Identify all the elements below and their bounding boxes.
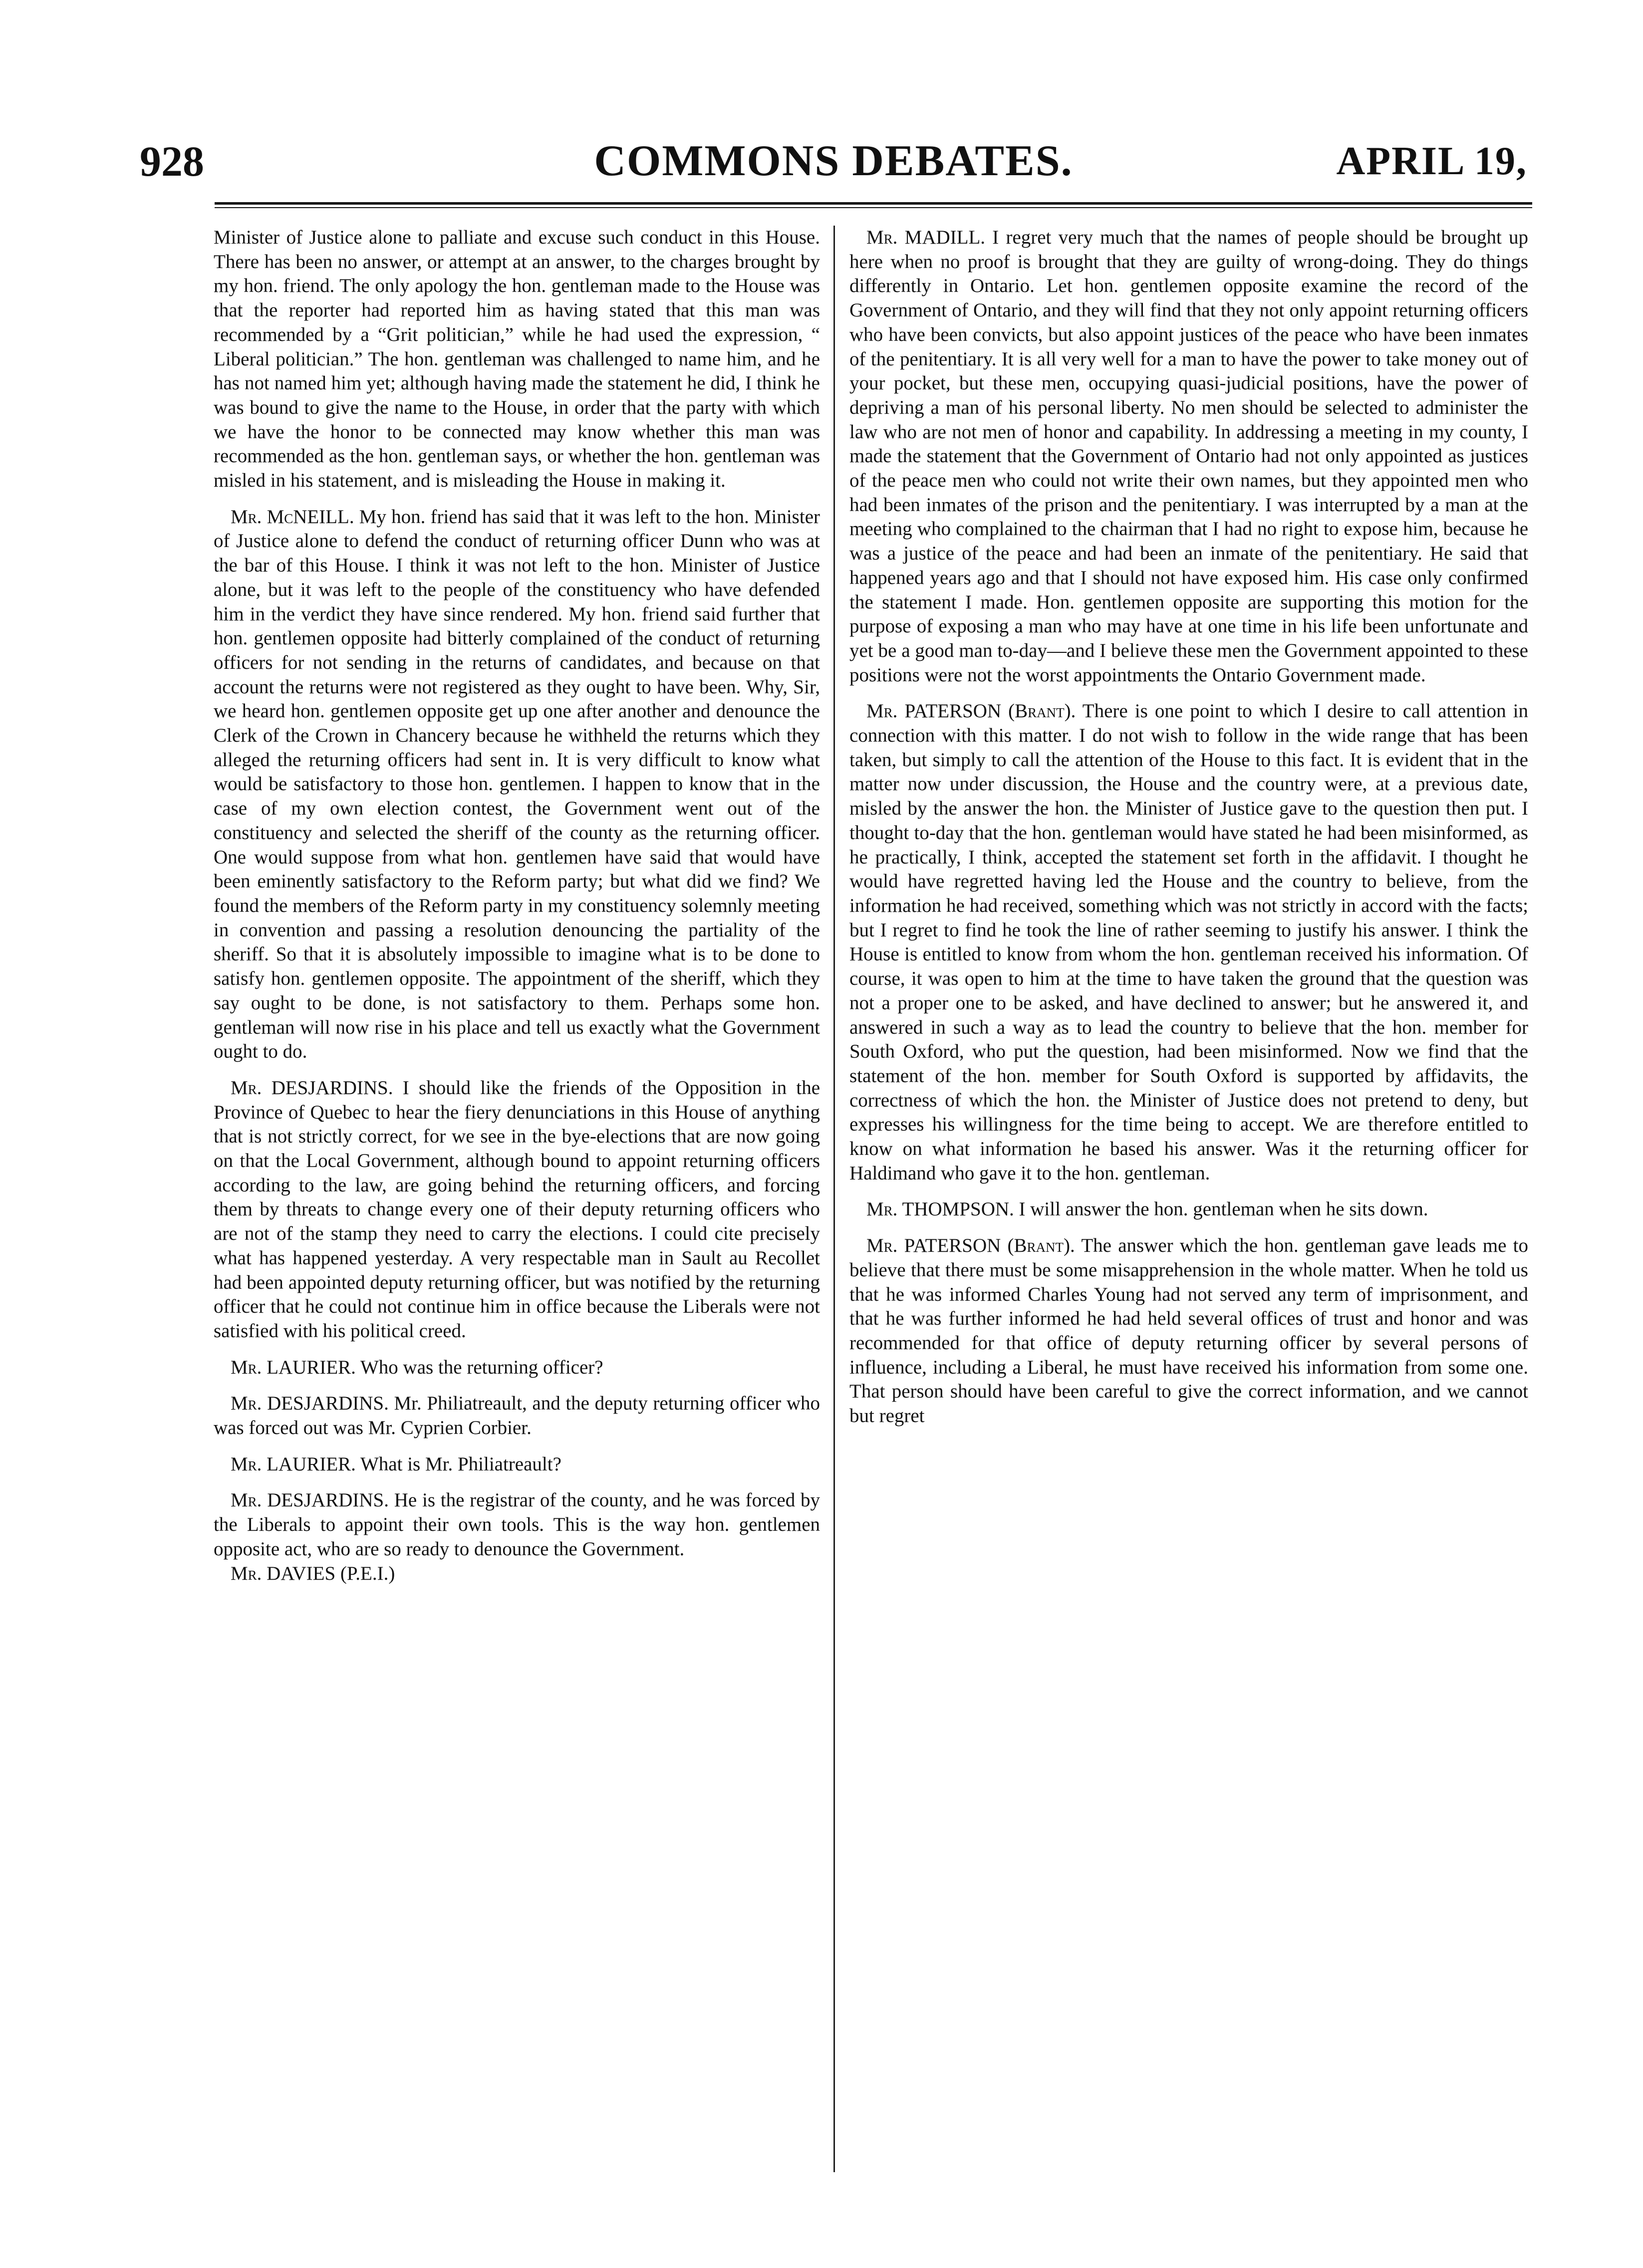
left-column	[214, 226, 820, 2212]
paragraph	[214, 226, 820, 493]
speech-text: I should like the friends of the Opposition in the Province of Quebec to hear the fiery denunciations in this House of anything that is not strictly correct, for we see in the bye-elections that are now going on that the Local Government, although bound to appoint returning officers according to the law, are going behind the returning officers, and forcing them by threats to change every one of their deputy returning officers who are not of the stamp they need to carry the elections. I could cite precisely what has happened yesterday. A very respectable man in Sault au Recollet had been appointed deputy returning officer, but was notified by the returning officer that he could not continue him in office because the Liberals were not satisfied with his political creed.	[214, 1077, 820, 1342]
issue-date: APRIL 19,	[1336, 139, 1527, 183]
header-rule-thin	[215, 207, 1532, 208]
paragraph	[214, 1076, 820, 1344]
speaker-name: Mr. DESJARDINS.	[231, 1077, 393, 1099]
header-rule-thick	[215, 202, 1532, 205]
speech-text: What is Mr. Philiatreault?	[360, 1453, 561, 1475]
speech-text: I will answer the hon. gentleman when he sits down.	[1019, 1198, 1428, 1220]
speaker-name: Mr. MADILL.	[866, 227, 986, 248]
paragraph	[214, 1392, 820, 1440]
page-number: 928	[140, 137, 204, 185]
page-header	[140, 134, 1527, 189]
publication-title: COMMONS DEBATES.	[594, 137, 1073, 185]
speaker-name: Mr. LAURIER.	[231, 1453, 356, 1475]
paragraph	[849, 226, 1528, 687]
speaker-name: Mr. DESJARDINS.	[231, 1489, 389, 1511]
paragraph	[214, 1356, 820, 1380]
paragraph	[214, 505, 820, 1064]
paragraph	[849, 1197, 1528, 1222]
paragraph	[849, 699, 1528, 1185]
column-divider	[833, 226, 835, 2172]
speech-text: The answer which the hon. gentleman gave leads me to believe that there must be some misapprehension in the whole matter. When he told us that he was informed Charles Young had not served any term of imprisonment, and that he was further informed he had held several offices of trust and honor and was recommended for that office of deputy returning officer by several persons of influence, including a Liberal, he must have received his information from some one. That person should have been careful to give the correct information, and we cannot but regret	[849, 1235, 1528, 1427]
speaker-name: Mr. THOMPSON.	[866, 1198, 1014, 1220]
speaker-name: Mr. PATERSON (Brant).	[866, 700, 1076, 722]
right-column	[849, 226, 1528, 2212]
trailing-speaker: Mr. DAVIES (P.E.I.)	[231, 1562, 395, 1584]
speech-text: Minister of Justice alone to palliate and excuse such conduct in this House. There has been no answer, or attempt at an answer, to the charges brought by my hon. friend. The only apology the hon. gentleman made to the House was that the reporter had reported him as having stated that this man was recommended by a “Grit politician,” while he had used the expression, “ Liberal politician.” The hon. gentleman was challenged to name him, and he has not named him yet; although having made the statement he did, I think he was bound to give the name to the House, in order that the party with which we have the honor to be connected may know whether this man was recommended as the hon. gentleman says, or whether the hon. gentleman was misled in his statement, and is misleading the House in making it.	[214, 227, 820, 492]
speech-text: There is one point to which I desire to call attention in connection with this matter. I do not wish to follow in the wide range that has been taken, but simply to call the attention of the House to this fact. It is evident that in the matter now under discussion, the House and the country were, at a previous date, misled by the answer the hon. the Minister of Justice gave to the question then put. I thought to-day that the hon. gentleman would have stated he had been misinformed, as he practically, I think, accepted the statement set forth in the affidavit. I thought he would have regretted having led the House and the country to believe, from the information he had received, something which was not strictly in accord with the facts; but I regret to find he took the line of rather seeming to justify his answer. I think the House is entitled to know from whom the hon. gentleman received his information. Of course, it was open to him at the time to have taken the ground that the question was not a proper one to be asked, and have declined to answer; but he answered it, and answered in such a way as to lead the country to believe that the hon. member for South Oxford, who put the question, had been misinformed. Now we find that the statement of the hon. member for South Oxford is supported by affidavits, the correctness of which the hon. the Minister of Justice does not pretend to deny, but expresses his willingness for the time being to accept. We are therefore entitled to know on what information he based his answer. Was it the returning officer for Haldimand who gave it to the hon. gentleman.	[849, 700, 1528, 1184]
paragraph	[849, 1234, 1528, 1428]
paragraph	[214, 1488, 820, 1561]
speech-text: I regret very much that the names of people should be brought up here when no proof is brought that they are guilty of wrong-doing. They do things differently in Ontario. Let hon. gentlemen opposite examine the record of the Government of Ontario, and they will find that they not only appoint returning officers who have been convicts, but also appoint justices of the peace who have been inmates of the penitentiary. It is all very well for a man to have the power to take money out of your pocket, but these men, occupying quasi-judicial positions, have the power of depriving a man of his personal liberty. No men should be selected to administer the law who are not men of honor and capability. In addressing a meeting in my county, I made the statement that the Government of Ontario had not only appointed as justices of the peace men who could not write their own names, but they appointed men who had been inmates of the prison and the penitentiary. I was interrupted by a man at the meeting who complained to the chairman that I had no right to expose him, because he was a justice of the peace and had been an inmate of the penitentiary. He said that happened years ago and that I should not have exposed him. His case only confirmed the statement I made. Hon. gentlemen opposite are supporting this motion for the purpose of exposing a man who may have at one time in his life been unfortunate and yet be a good man to-day—and I believe these men the Government appointed to these positions were not the worst appointments the Ontario Government made.	[849, 227, 1528, 686]
speaker-name: Mr. PATERSON (Brant).	[866, 1235, 1075, 1257]
speech-text: My hon. friend has said that it was left to the hon. Minister of Justice alone to defend the conduct of returning officer Dunn who was at the bar of this House. I think it was not left to the hon. Minister of Justice alone, but it was left to the people of the constituency who have defended him in the verdict they have since rendered. My hon. friend said further that hon. gentlemen opposite had bitterly complained of the conduct of returning officers for not sending in the returns of candidates, and because on that account the returns were not registered as they ought to have been. Why, Sir, we heard hon. gentlemen opposite get up one after another and denounce the Clerk of the Crown in Chancery because he withheld the returns which they alleged the returning officers had sent in. It is very difficult to know what would be satisfactory to those hon. gentlemen. I happen to know that in the case of my own election contest, the Government went out of the constituency and selected the sheriff of the county as the returning officer. One would suppose from what hon. gentlemen have said that would have been eminently satisfactory to the Reform party; but what did we find? We found the members of the Reform party in my constituency solemnly meeting in convention and passing a resolution denouncing the partiality of the sheriff. So that it is absolutely impossible to imagine what is to be done to satisfy hon. gentlemen opposite. The appointment of the sheriff, which they say ought to be done, is not satisfactory to them. Perhaps some hon. gentleman will now rise in his place and tell us exactly what the Government ought to do.	[214, 506, 820, 1063]
speaker-name: Mr. McNEILL.	[231, 506, 354, 528]
speech-text: He is the registrar of the county, and he was forced by the Liberals to appoint their own tools. This is the way hon. gentlemen opposite act, who are so ready to denounce the Government.	[214, 1489, 820, 1560]
speaker-name: Mr. DESJARDINS.	[231, 1393, 389, 1415]
speech-text: Mr. Philiatreault, and the deputy returning officer who was forced out was Mr. Cyprien Corbier.	[214, 1393, 820, 1439]
speech-text: Who was the returning officer?	[360, 1356, 603, 1378]
speaker-name: Mr. LAURIER.	[231, 1356, 356, 1378]
paragraph	[214, 1452, 820, 1477]
